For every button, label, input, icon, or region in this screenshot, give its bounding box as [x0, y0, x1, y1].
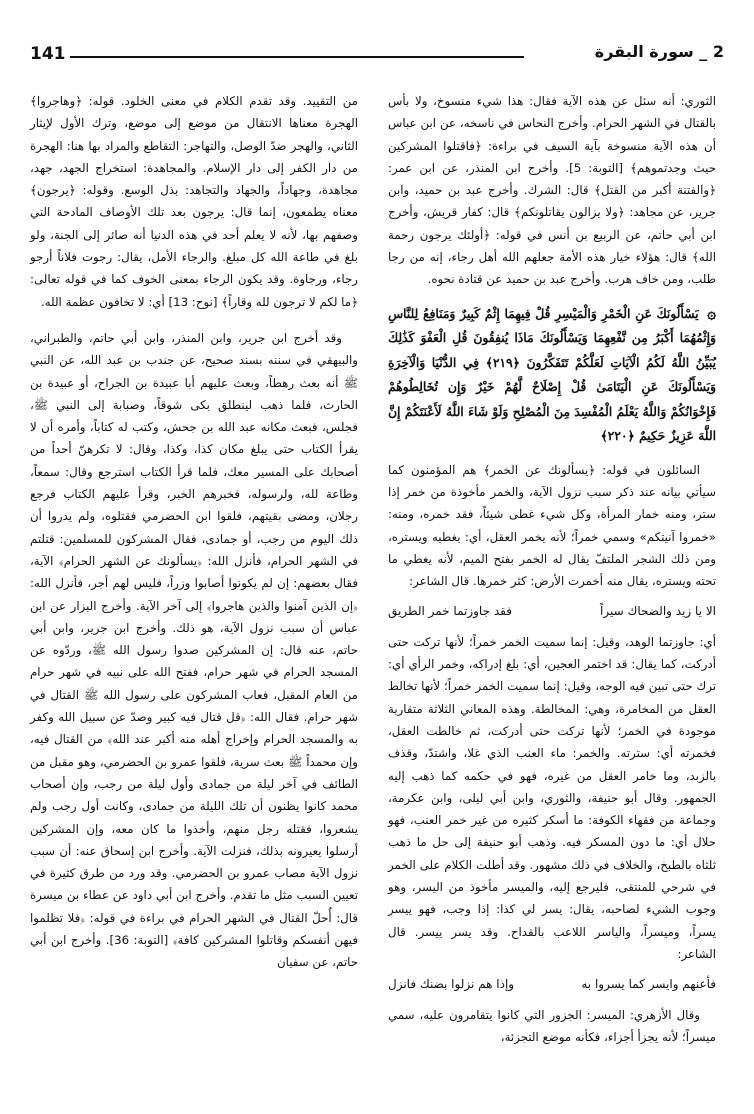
poetry-hemistich: فقد جاوزتما خمر الطريق [388, 604, 512, 619]
header-rule [70, 56, 524, 58]
poetry-hemistich: الا يا زيد والضحاك سيراً [600, 604, 716, 619]
right-column [30, 90, 358, 974]
left-column [388, 90, 716, 1048]
paragraph: السائلون في قوله: ﴿يسألونك عن الخمر﴾ هم المؤمنون كما سيأتي بيانه عند ذكر سبب نزول الآية، والخمر مأخوذة من خمر إذا ستر، ومنه خمار المرأة، وكل شيء غطى شيئاً، فقد خمره، ومنه: «خمروا آنيتكم» وسمي خمراً؛ لأنه يخمر العقل، أي: يغطيه ويستره، ومن ذلك الشجر الملتفّ يقال له الخمر بفتح الميم، لأنه يغطي ما تحته ويستره، يقال منه أخمرت الأرض: كثر خمرها. قال الشاعر: [388, 462, 716, 589]
paragraph: الثوري: أنه سئل عن هذه الآية فقال: هذا شيء منسوخ، ولا بأس بالقتال في الشهر الحرام. وأخرج النحاس في ناسخه، عن ابن عباس أن هذه الآية منسوخة بآية السيف في براءة: ﴿فاقتلوا المشركين حيث وجدتموهم﴾ [التوبة: 5]. وأخرج ابن المنذر، عن ابن عمر: ﴿والفتنة أكبر من القتل﴾ قال: الشرك. وأخرج عبد بن حميد، وابن جرير، عن مجاهد: ﴿ولا يزالون يقاتلونكم﴾ قال: كفار قريش، وأخرج ابن أبي حاتم، عن الربيع بن أنس في قوله: ﴿أولئك يرجون رحمة الله﴾ قال: هؤلاء خيار هذه الأمة جعلهم الله أهل رجاء، إنه من رجا طلب، ومن خاف هرب. وأخرج عبد بن حميد عن قتادة نحوه. [388, 94, 716, 287]
page-header [30, 40, 724, 70]
paragraph: من التقييد. وقد تقدم الكلام في معنى الخلود. قوله: ﴿وهاجروا﴾ الهجرة معناها الانتقال من موضع إلى موضع، وترك الأول لإيثار الثاني، والهجر ضدّ الوصل، والتهاجر: التقاطع والمراد بها هنا: الهجرة من دار الكفر إلى دار الإسلام. والمجاهدة: استخراج الجهد، جهد، مجاهدة، وجهاداً، والجهاد والتجاهد: بذل الوسع. وقوله: ﴿يرجون﴾ معناه يطمعون، إنما قال: يرجون بعد تلك الأوصاف المادحة التي وصفهم بها، لأنه لا يعلم أحد في هذه الدنيا أنه صائر إلى الجنة، ولو بلغ في طاعة الله كل مبلغ. والرجاء الأمل، يقال: رجوت فلاناً أرجو رجاء، ورجاوة. وقد يكون الرجاء بمعنى الخوف كما في قوله تعالى: ﴿ما لكم لا ترجون لله وقاراً﴾ [نوح: 13] أي: لا تخافون عظمة الله. [30, 94, 358, 309]
quran-verse-block [388, 301, 716, 449]
page-number: 141 [30, 44, 66, 64]
poetry-verse [388, 973, 716, 995]
paragraph: وقد أخرج ابن جرير، وابن المنذر، وابن أبي حاتم، والطبراني، والبيهقي في سننه بسند صحيح، عن جندب بن عبد الله، عن النبي ﷺ أنه بعث رهطاً، وبعث عليهم أبا عبيدة بن الجراح، أو عبيدة بن الحارث، فلما ذهب لينطلق بكى شوقاً، وصبابة إلى النبي ﷺ، فجلس، فبعث مكانه عبد الله بن جحش، وكتب له كتاباً، وأمره أن لا يقرأ الكتاب حتى يبلغ مكان كذا، وكذا، وقال: لا تكرهنّ أحداً من أصحابك على المسير معك، فلما قرأ الكتاب استرجع وقال: سمعاً، وطاعة لله، ولرسوله، فخبرهم الخبر، وقرأ عليهم الكتاب فرجع رجلان، ومضى بقيتهم، فلقوا ابن الحضرمي فقتلوه، ولم يدروا أن ذلك اليوم من رجب، أو جمادى، فقال المشركون للمسلمين: قتلتم في الشهر الحرام، فأنزل الله: ﴿يسألونك عن الشهر الحرام﴾ الآية، فقال بعضهم: إن لم يكونوا أصابوا وزراً، فليس لهم أجر، فأنزل الله: ﴿إن الذين آمنوا والذين هاجروا﴾ إلى آخر الآية. وأخرج البزار عن ابن عباس أن سبب نزول الآية، هو ذلك. وأخرج ابن جرير، وابن أبي حاتم، عنه قال: إن المشركين صدوا رسول الله ﷺ، وردّوه عن المسجد الحرام في شهر حرام، ففتح الله على نبيه في شهر حرام من العام المقبل، فعاب المشركون على رسول الله ﷺ القتال في شهر حرام. فقال الله: ﴿قل قتال فيه كبير وصدّ عن سبيل الله وكفر به والمسجد الحرام وإخراج أهله منه أكبر عند الله﴾ من القتال فيه، وإن محمداً ﷺ بعث سرية، فلقوا عمرو بن الحضرمي، وهو مقبل من الطائف في آخر ليلة من جمادى وأول ليلة من رجب، وإن أصحاب محمد كانوا يظنون أن تلك الليلة من جمادى، وكانت أول رجب ولم يشعروا، فقتله رجل منهم، وأخذوا ما كان معه، وإن المشركين أرسلوا يعيرونه بذلك، فنزلت الآية. وأخرج ابن إسحاق عنه: أن سبب نزول الآية مصاب عمرو بن الحضرمي. وقد ورد من طرق كثيرة في تعيين السبب مثل ما تقدم. وأخرج ابن أبي داود عن عطاء بن ميسرة قال: أُحلّ القتال في الشهر الحرام في براءة في قوله: ﴿فلا تظلموا فيهن أنفسكم وقاتلوا المشركين كافة﴾ [التوبة: 36]. وأخرج ابن أبي حاتم، عن سفيان [30, 330, 358, 970]
poetry-verse [388, 600, 716, 622]
poetry-hemistich: وإذا هم نزلوا بضنك فانزل [388, 977, 515, 992]
verse-start-mark: ۞ [707, 303, 716, 322]
quran-verse-text: يَسْأَلُونَكَ عَنِ الْخَمْرِ وَالْمَيْسِرِ قُلْ فِيهِمَا إِثْمٌ كَبِيرٌ وَمَنَافِعُ لِلنَّاسِ وَإِثْمُهُمَا أَكْبَرُ مِن نَّفْعِهِمَا وَيَسْأَلُونَكَ مَاذَا يُنفِقُونَ قُلِ الْعَفْوَ كَذَٰلِكَ يُبَيِّنُ اللَّهُ لَكُمُ الْآيَاتِ لَعَلَّكُمْ تَتَفَكَّرُونَ ﴿٢١٩﴾ فِي الدُّنْيَا وَالْآخِرَةِ وَيَسْأَلُونَكَ عَنِ الْيَتَامَىٰ قُلْ إِصْلَاحٌ لَّهُمْ خَيْرٌ وَإِن تُخَالِطُوهُمْ فَإِخْوَانُكُمْ وَاللَّهُ يَعْلَمُ الْمُفْسِدَ مِنَ الْمُصْلِحِ وَلَوْ شَاءَ اللَّهُ لَأَعْنَتَكُمْ إِنَّ اللَّهَ عَزِيزٌ حَكِيمٌ ﴿٢٢٠﴾ [388, 305, 716, 444]
paragraph: وقال الأزهري: الميسر: الجزور التي كانوا يتقامرون عليه، سمي ميسراً؛ لأنه يجزأ أجزاء، فكأنه موضع التجزئة، [388, 1007, 716, 1044]
poetry-hemistich: فأعنهم وايسر كما يسروا به [581, 977, 716, 992]
surah-title: 2 _ سورة البقرة [594, 42, 724, 61]
paragraph: أي: جاوزتما الوهد، وقيل: إنما سميت الخمر خمراً؛ لأنها تركت حتى أدركت، كما يقال: قد اختمر العجين، أي: بلغ إدراكه، وخمر الرأي أي: ترك حتى تبين فيه الوجه، وقيل: إنما سميت الخمر خمراً؛ لأنها تخالط العقل من المخامرة، وهي: المخالطة. وهذه المعاني الثلاثة متقاربة موجودة في الخمر؛ لأنها تركت حتى أدركت، ثم خالطت العقل، فخمرته أي: سترته. والخمر: ماء العنب الذي غلا، واشتدّ، وقذف بالزبد، وما خامر العقل من غيره، فهو في حكمه كما ذهب إليه الجمهور. وقال أبو حنيفة، والثوري، وابن أبي ليلى، وابن عكرمة، وجماعة من فقهاء الكوفة: ما أسكر كثيره من غير خمر العنب، فهو حلال أي: ما دون المسكر فيه. وذهب أبو حنيفة إلى حل ما ذهب ثلثاه بالطبخ، والخلاف في ذلك مشهور. وقد أطلت الكلام على الخمر في شرحي للمنتقى، فليرجع إليه، والميسر مأخوذ من اليسر، وهو وجوب الشيء لصاحبه، يقال: يسر لي كذا: إذا وجب، فهو ييسر يسراً، وميسراً، والياسر اللاعب بالقداح. وقد يسر ييسر. قال الشاعر: [388, 634, 716, 961]
